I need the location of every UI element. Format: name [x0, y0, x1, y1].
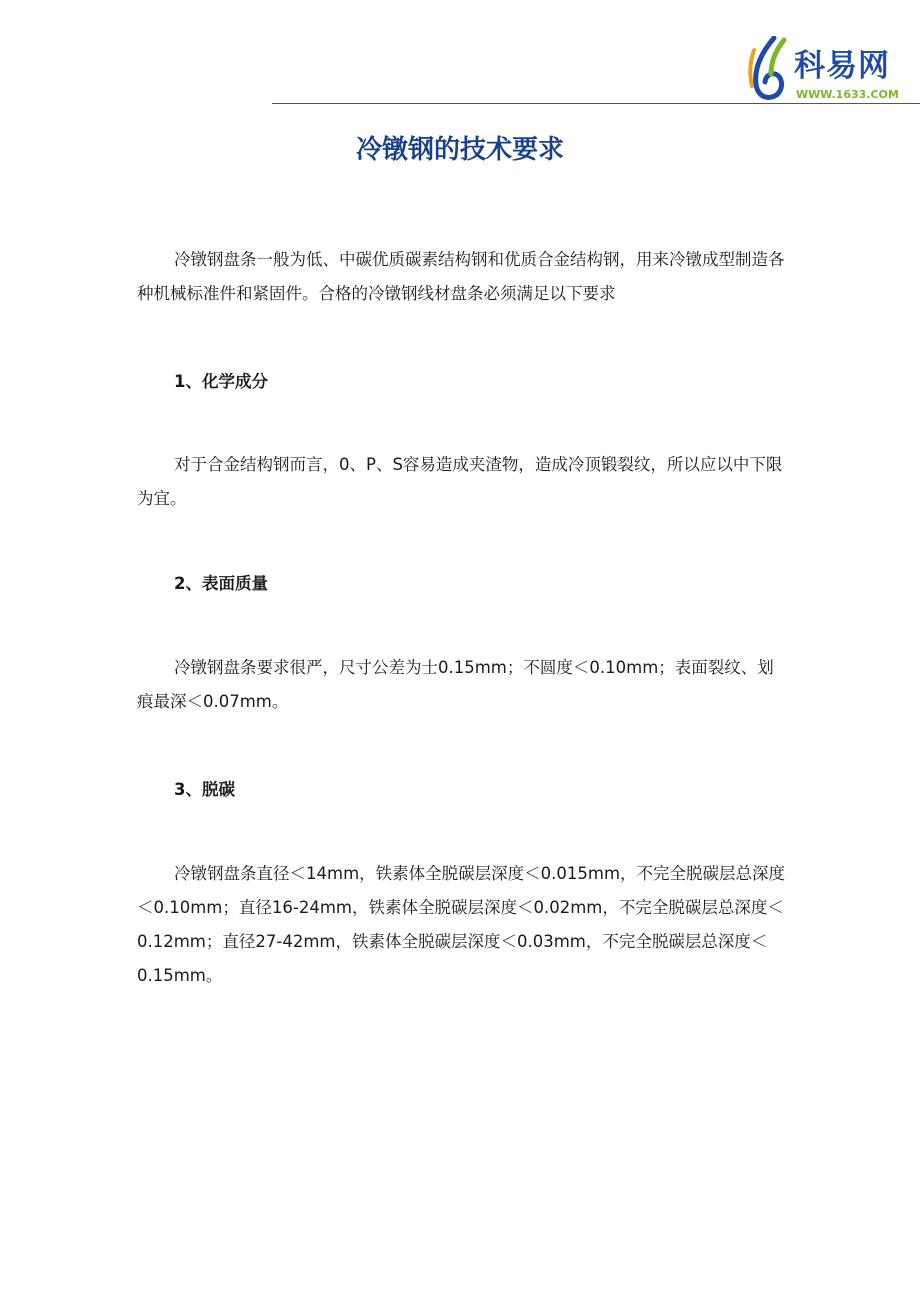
logo-swoosh-icon — [744, 36, 794, 102]
section-heading-surface-quality: 2、表面质量 — [174, 574, 268, 593]
section-heading-decarburization: 3、脱碳 — [174, 780, 235, 799]
section-body-surface-quality — [137, 651, 787, 719]
section-body-decarburization — [137, 857, 787, 993]
section-text: 冷镦钢盘条直径＜14mm，铁素体全脱碳层深度＜0.015mm，不完全脱碳层总深度＜0.10mm；直径16-24mm，铁素体全脱碳层深度＜0.02mm，不完全脱碳层总深度＜0.12mm；直径27-42mm，铁素体全脱碳层深度＜0.03mm，不完全脱碳层总深度＜ 0.15mm。 — [137, 864, 786, 985]
section-text: 对于合金结构钢而言，0、P、S容易造成夹渣物，造成冷顶锻裂纹，所以应以中下限为宜。 — [137, 455, 783, 508]
site-logo[interactable] — [744, 36, 920, 104]
section-heading-chemical-composition: 1、化学成分 — [174, 372, 268, 391]
logo-url: WWW.1633.COM — [796, 88, 899, 101]
logo-name: 科易网 — [794, 48, 890, 84]
intro-text: 冷镦钢盘条一般为低、中碳优质碳素结构钢和优质合金结构钢，用来冷镦成型制造各种机械标准件和紧固件。合格的冷镦钢线材盘条必须满足以下要求 — [137, 250, 785, 303]
intro-paragraph — [137, 243, 787, 311]
document-title: 冷镦钢的技术要求 — [355, 135, 564, 165]
section-text: 冷镦钢盘条要求很严，尺寸公差为士0.15mm；不圆度＜0.10mm；表面裂纹、划痕最深＜0.07mm。 — [137, 658, 774, 711]
section-body-chemical-composition — [137, 448, 787, 516]
